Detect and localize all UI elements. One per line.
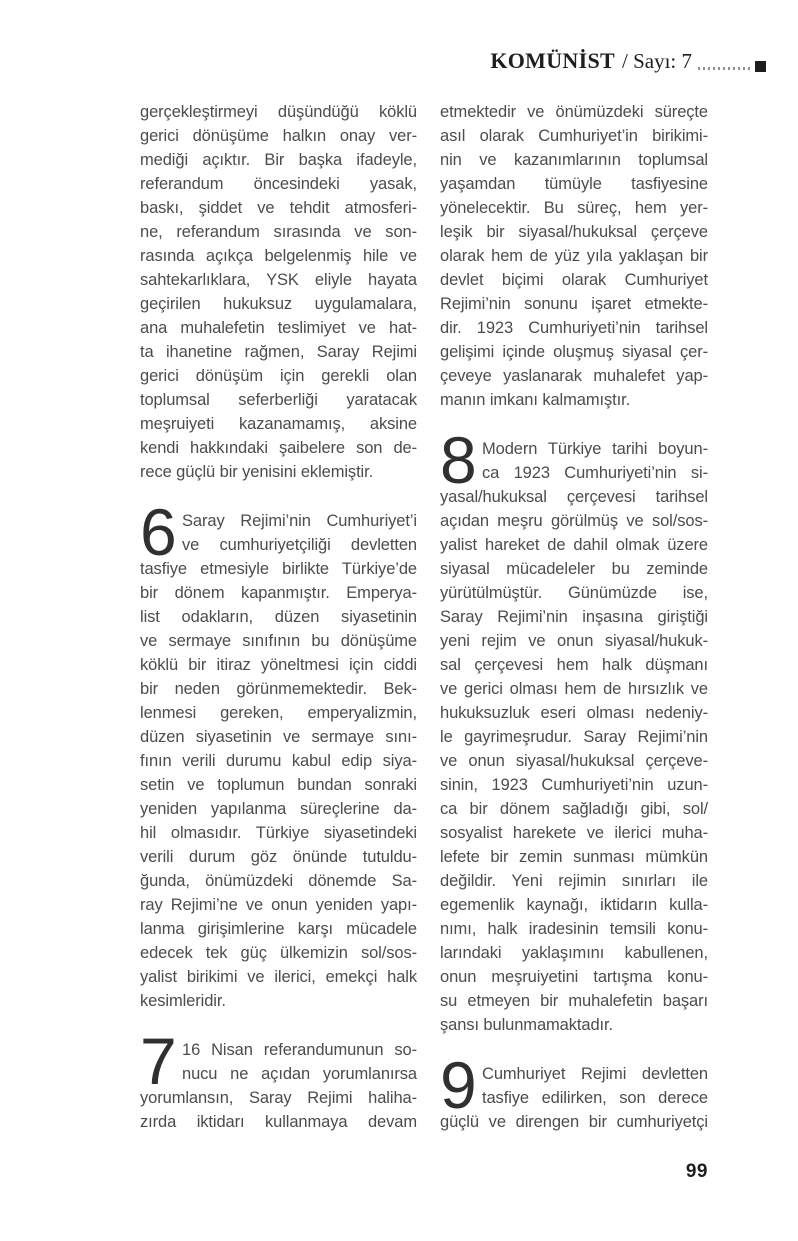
- text-line: onun meşruiyetini tartışma konu-: [440, 968, 708, 986]
- issue-label: / Sayı: 7: [621, 49, 692, 73]
- text-line: geçirilen hukuksuz uygulamalara,: [140, 295, 417, 313]
- text-line: düzen siyasetinin ve sermaye sını-: [140, 728, 417, 746]
- text-line: egemenlik kaynağı, iktidarın kulla-: [440, 896, 708, 914]
- page-header: [490, 48, 766, 74]
- paragraph-number: 9: [440, 1048, 475, 1122]
- text-line: ğunda, önümüzdeki dönemde Sa-: [140, 872, 417, 890]
- text-line: rasında açıkça belgelenmiş hile ve: [140, 247, 417, 265]
- text-line: yeniden yapılanma süreçlerine da-: [140, 800, 417, 818]
- text-line: sal çerçevesi hem halk düşmanı: [440, 656, 708, 674]
- text-line: yönelecektir. Bu süreç, hem yer-: [440, 199, 708, 217]
- text-line: fının verili durumu kabul edip siya-: [140, 752, 417, 770]
- paragraph-9: [440, 1048, 708, 1134]
- text-line: güçlü ve direngen bir cumhuriyetçi: [440, 1113, 708, 1131]
- text-line: ne, referandum sırasında ve son-: [140, 223, 417, 241]
- paragraph-continuation: [140, 100, 417, 484]
- text-line: etmektedir ve önümüzdeki süreçte: [440, 103, 708, 121]
- square-bullet-icon: [755, 61, 766, 72]
- text-line: leşik bir siyasal/hukuksal çerçeve: [440, 223, 708, 241]
- text-line: yalist hareket de dahil olmak üzere: [440, 536, 708, 554]
- text-line: edecek tek güç ülkemizin sol/sos-: [140, 944, 417, 962]
- text-line: Rejimi’nin sonunu işaret etmekte-: [440, 295, 708, 313]
- paragraph-8: [440, 423, 708, 1037]
- text-line: açıdan meşru görülmüş ve sol/sos-: [440, 512, 708, 530]
- text-line: ana muhalefetin teslimiyet ve hat-: [140, 319, 417, 337]
- paragraph-continuation: [440, 100, 708, 412]
- text-line: 16 Nisan referandumunun so-: [182, 1041, 417, 1059]
- text-line: ca bir dönem sağladığı gibi, sol/: [440, 800, 708, 818]
- paragraph-number: 7: [140, 1024, 175, 1098]
- text-line: ta ihanetine rağmen, Saray Rejimi: [140, 343, 417, 361]
- text-line: sahtekarlıklara, YSK eliyle hayata: [140, 271, 417, 289]
- text-line: hukuksuzluk eseri olması nedeniy-: [440, 704, 708, 722]
- text-line: meşruiyeti kazanamamış, aksine: [140, 415, 417, 433]
- text-line: list odakların, düzen siyasetinin: [140, 608, 417, 626]
- text-line: ve cumhuriyetçiliği devletten: [182, 536, 417, 554]
- text-line: lenmesi gereken, emperyalizmin,: [140, 704, 417, 722]
- text-line: bir dönem kapanmıştır. Emperya-: [140, 584, 417, 602]
- text-line: hil olmasıdır. Türkiye siyasetindeki: [140, 824, 417, 842]
- paragraph-number: 6: [140, 495, 175, 569]
- text-line: rece güçlü bir yenisini eklemiştir.: [140, 463, 374, 481]
- text-line: ve gerici olması hem de hırsızlık ve: [440, 680, 708, 698]
- text-line: bir neden görünmemektedir. Bek-: [140, 680, 417, 698]
- text-line: şansı bulunmamaktadır.: [440, 1016, 613, 1034]
- text-line: lefete bir zemin sunması mümkün: [440, 848, 708, 866]
- magazine-title: KOMÜNİST: [490, 48, 615, 73]
- text-line: ve onun siyasal/hukuksal çerçeve-: [440, 752, 708, 770]
- text-line: ve sermaye sınıfının bu dönüşüme: [140, 632, 417, 650]
- text-line: lanma girişimlerine karşı mücadele: [140, 920, 417, 938]
- text-line: referandum öncesindeki yasak,: [140, 175, 417, 193]
- text-line: tasfiye etmesiyle birlikte Türkiye’de: [140, 560, 417, 578]
- text-line: gerici dönüşüm için gerekli olan: [140, 367, 417, 385]
- text-line: köklü bir itiraz yöneltmesi için ciddi: [140, 656, 417, 674]
- text-line: ray Rejimi’ne ve onun yeniden yapı-: [140, 896, 417, 914]
- text-line: toplumsal seferberliği yaratacak: [140, 391, 417, 409]
- paragraph-number: 8: [440, 423, 475, 497]
- text-line: Saray Rejimi’nin inşasına giriştiği: [440, 608, 708, 626]
- text-line: siyasal mücadeleler bu zeminde: [440, 560, 708, 578]
- dotted-leader: [698, 67, 752, 70]
- text-line: gerçekleştirmeyi düşündüğü köklü: [140, 103, 417, 121]
- text-line: manın imkanı kalmamıştır.: [440, 391, 631, 409]
- text-line: değildir. Yeni rejimin sınırları ile: [440, 872, 708, 890]
- text-line: sosyalist harekete ve ilerici muha-: [440, 824, 708, 842]
- text-line: çeveye yaslanarak muhalefet yap-: [440, 367, 708, 385]
- text-line: setin ve toplumun bundan sonraki: [140, 776, 417, 794]
- text-line: ca 1923 Cumhuriyeti’nin si-: [482, 464, 708, 482]
- text-line: Cumhuriyet Rejimi devletten: [482, 1065, 708, 1083]
- text-line: yasal/hukuksal çerçevesi tarihsel: [440, 488, 708, 506]
- paragraph-6: [140, 495, 417, 1013]
- text-line: gelişimi içinde oluşmuş siyasal çer-: [440, 343, 708, 361]
- text-line: yalist birikimi ve ilerici, emekçi halk: [140, 968, 417, 986]
- text-line: larındaki yaklaşımını kabullenen,: [440, 944, 708, 962]
- column-right: [440, 100, 708, 1134]
- text-line: mediği açıktır. Bir başka ifadeyle,: [140, 151, 417, 169]
- text-line: Modern Türkiye tarihi boyun-: [482, 440, 708, 458]
- text-line: tasfiye edilirken, son derece: [482, 1089, 708, 1107]
- text-line: nucu ne açıdan yorumlanırsa: [182, 1065, 417, 1083]
- text-line: olarak hem de yüz yıla yaklaşan bir: [440, 247, 708, 265]
- text-line: yeni rejim ve onun siyasal/hukuk-: [440, 632, 708, 650]
- paragraph-7: [140, 1024, 417, 1134]
- text-line: nımı, halk iradesinin temsili konu-: [440, 920, 708, 938]
- text-line: asıl olarak Cumhuriyet’in birikimi-: [440, 127, 708, 145]
- text-line: verili durum göz önünde tutuldu-: [140, 848, 417, 866]
- text-line: baskı, şiddet ve tehdit atmosferi-: [140, 199, 417, 217]
- text-line: le gayrimeşrudur. Saray Rejimi’nin: [440, 728, 708, 746]
- text-line: yürütülmüştür. Günümüzde ise,: [440, 584, 708, 602]
- text-line: su etmeyen bir muhalefetin başarı: [440, 992, 708, 1010]
- text-line: kendi hakkındaki şaibelere son de-: [140, 439, 417, 457]
- text-line: gerici dönüşüme halkın onay ver-: [140, 127, 417, 145]
- text-line: yorumlansın, Saray Rejimi haliha-: [140, 1089, 417, 1107]
- text-line: kesimleridir.: [140, 992, 226, 1010]
- text-line: sinin, 1923 Cumhuriyeti’nin uzun-: [440, 776, 708, 794]
- column-left: [140, 100, 417, 1134]
- text-line: dir. 1923 Cumhuriyeti’nin tarihsel: [440, 319, 708, 337]
- text-line: yaşamdan tümüyle tasfiyesine: [440, 175, 708, 193]
- text-line: devlet biçimi olarak Cumhuriyet: [440, 271, 708, 289]
- text-line: nin ve kazanımlarının toplumsal: [440, 151, 708, 169]
- page-number: 99: [685, 1161, 708, 1182]
- text-line: zırda iktidarı kullanmaya devam: [140, 1113, 417, 1131]
- text-line: Saray Rejimi’nin Cumhuriyet’i: [182, 512, 417, 530]
